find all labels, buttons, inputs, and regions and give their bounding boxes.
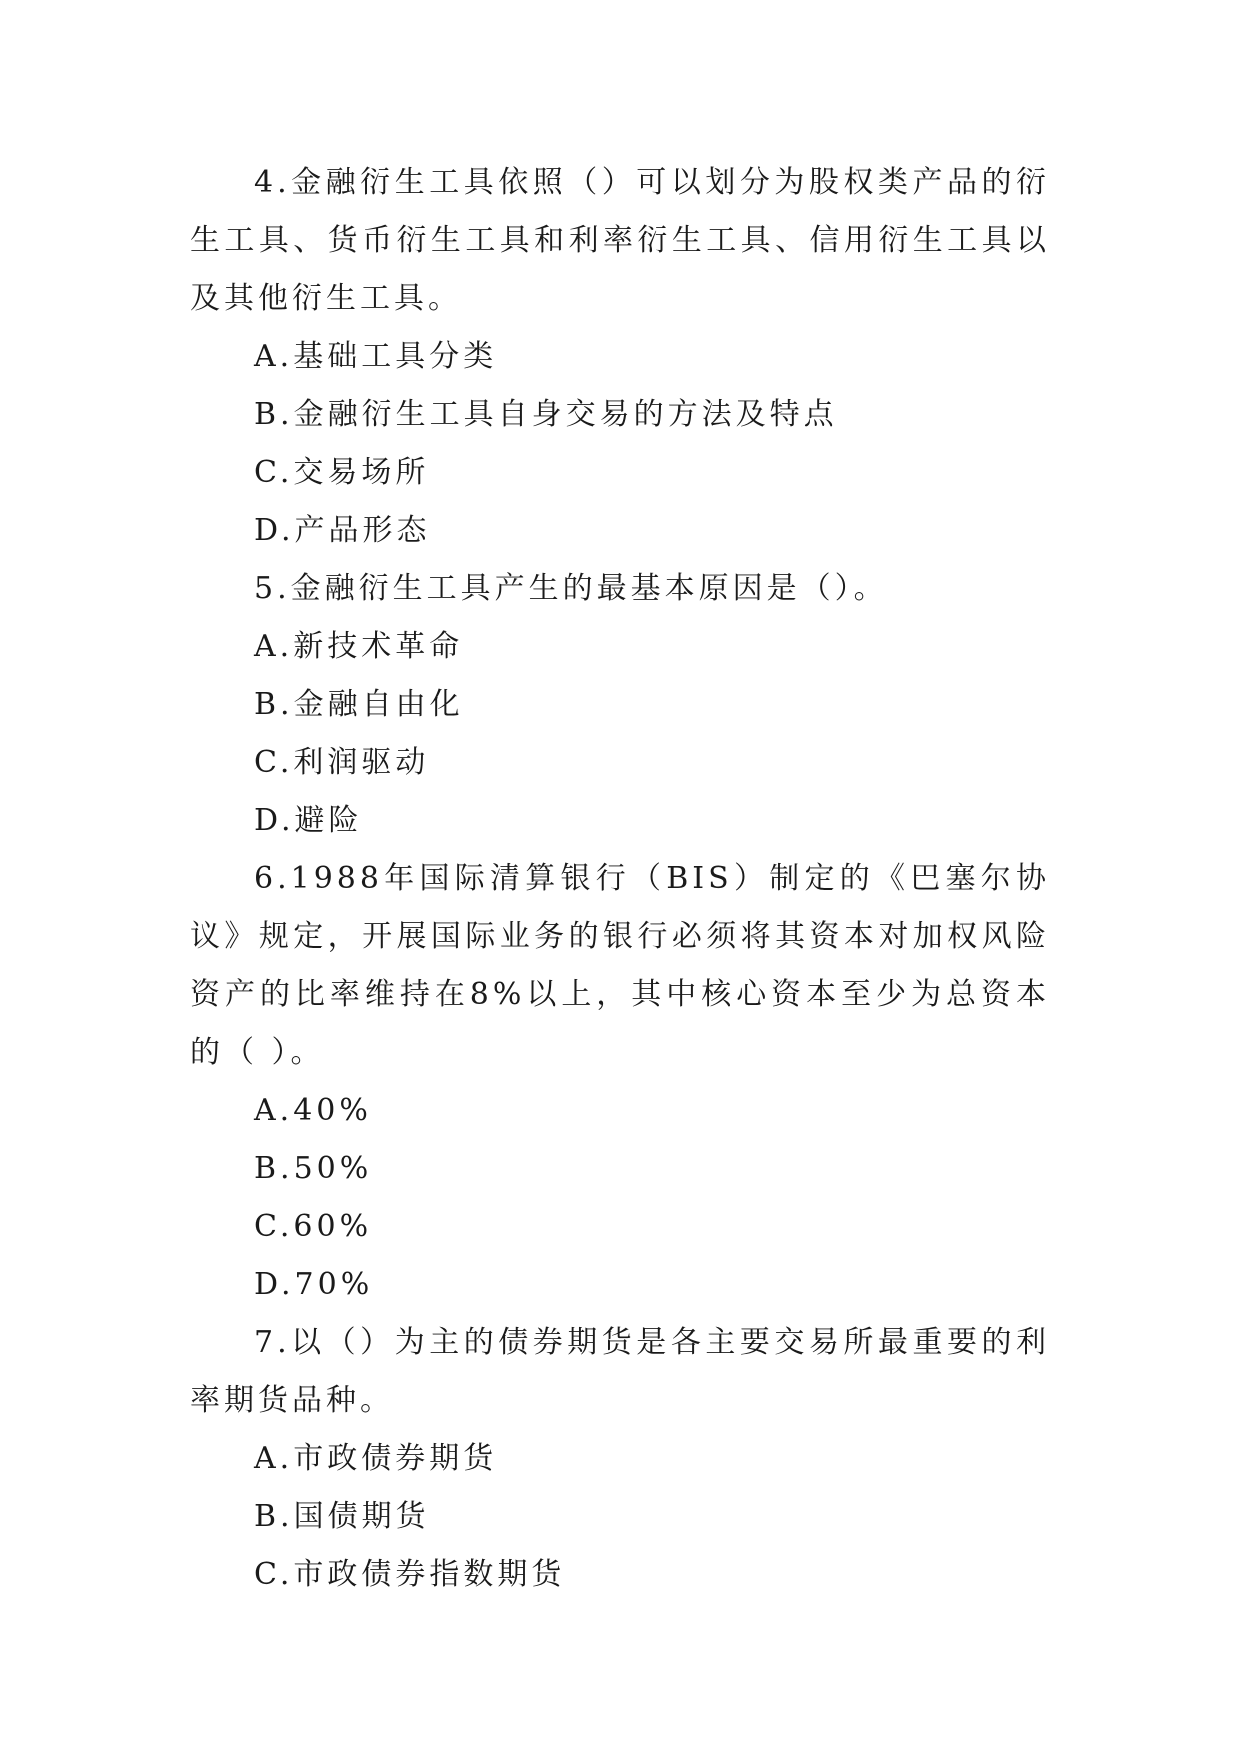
question-4-stem: 4.金融衍生工具依照（）可以划分为股权类产品的衍生工具、货币衍生工具和利率衍生工具、信用衍生工具以及其他衍生工具。 — [190, 165, 1050, 316]
question-4-option-d: D.产品形态 — [254, 513, 431, 548]
question-7-stem: 7.以（）为主的债券期货是各主要交易所最重要的利率期货品种。 — [190, 1325, 1050, 1418]
question-6-option-d: D.70% — [254, 1267, 374, 1302]
document-body — [190, 154, 1050, 1604]
question-6-option-a: A.40% — [254, 1093, 372, 1128]
question-6-stem: 6.1988年国际清算银行（BIS）制定的《巴塞尔协议》规定，开展国际业务的银行必须将其资本对加权风险资产的比率维持在8%以上，其中核心资本至少为总资本的（ ）。 — [190, 861, 1050, 1070]
question-5-option-a: A.新技术革命 — [254, 629, 464, 664]
question-5-option-c: C.利润驱动 — [254, 745, 430, 780]
question-5-stem: 5.金融衍生工具产生的最基本原因是（）。 — [254, 571, 888, 606]
question-6-option-c: C.60% — [254, 1209, 373, 1244]
question-4-option-a: A.基础工具分类 — [254, 339, 498, 374]
question-7-option-a: A.市政债券期货 — [254, 1441, 498, 1476]
question-4-option-b: B.金融衍生工具自身交易的方法及特点 — [254, 397, 838, 432]
question-5-option-d: D.避险 — [254, 803, 363, 838]
question-7-option-c: C.市政债券指数期货 — [254, 1557, 566, 1592]
question-4-option-c: C.交易场所 — [254, 455, 430, 490]
question-6-option-b: B.50% — [254, 1151, 373, 1186]
question-5-option-b: B.金融自由化 — [254, 687, 464, 722]
question-7-option-b: B.国债期货 — [254, 1499, 430, 1534]
